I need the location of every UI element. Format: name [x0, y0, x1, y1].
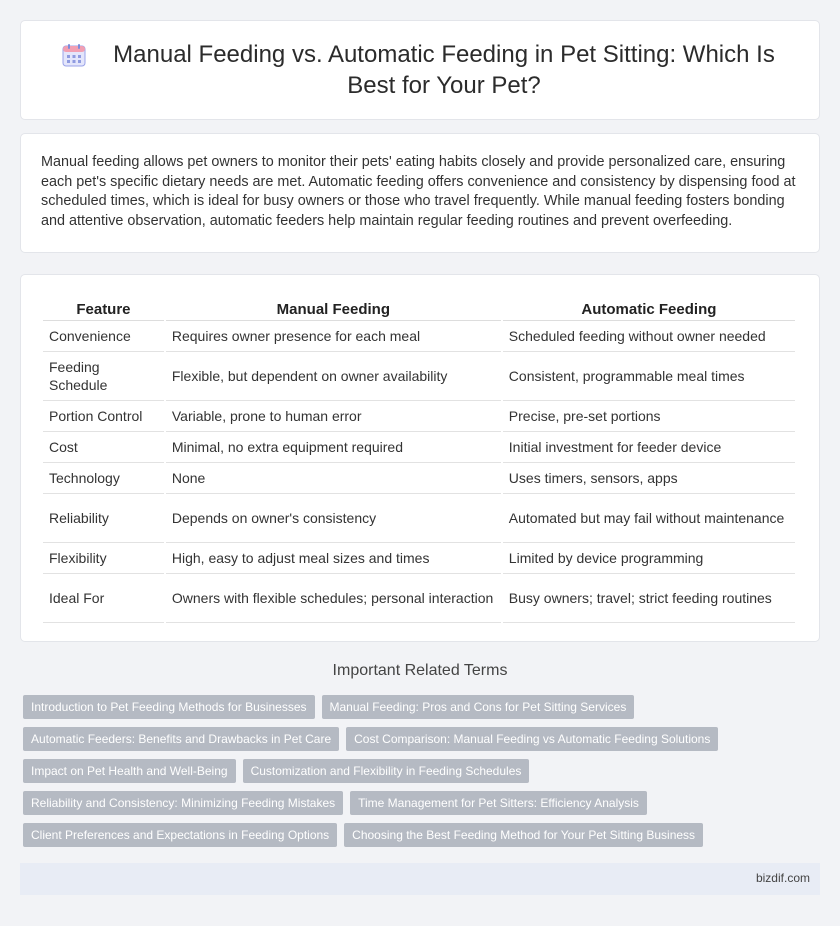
manual-cell: Depends on owner's consistency: [166, 494, 501, 543]
feature-cell: Portion Control: [43, 401, 164, 432]
related-terms-title: Important Related Terms: [332, 662, 508, 679]
table-row: [43, 494, 795, 543]
intro-paragraph: Manual feeding allows pet owners to monitor their pets' eating habits closely and provide personalized care, ensuring each pet's specific dietary needs are met. Automatic feeding offers convenience and consistency by dispensing food at scheduled times, which is ideal for busy owners or those who travel frequently. While manual feeding fosters bonding and attentive observation, automatic feeders help maintain regular feeding routines and prevent overfeeding.: [41, 154, 796, 229]
related-term-link[interactable]: Time Management for Pet Sitters: Efficiency Analysis: [350, 791, 647, 815]
related-term-link[interactable]: Introduction to Pet Feeding Methods for Businesses: [23, 695, 315, 719]
automatic-cell: Uses timers, sensors, apps: [503, 463, 795, 494]
table-row: [43, 352, 795, 401]
site-name[interactable]: bizdif.com: [755, 871, 810, 885]
feature-cell: Technology: [43, 463, 164, 494]
title-card: [20, 20, 820, 120]
related-terms-list: [23, 695, 823, 855]
table-row: [43, 401, 795, 432]
related-term-link[interactable]: Automatic Feeders: Benefits and Drawbacks in Pet Care: [23, 727, 339, 751]
header-manual-feeding: Manual Feeding: [166, 295, 501, 321]
page-title: Manual Feeding vs. Automatic Feeding in Pet Sitting: Which Is Best for Your Pet?: [113, 41, 775, 99]
related-term-link[interactable]: Reliability and Consistency: Minimizing Feeding Mistakes: [23, 791, 343, 815]
automatic-cell: Scheduled feeding without owner needed: [503, 321, 795, 352]
feature-cell: Feeding Schedule: [43, 352, 164, 401]
table-row: [43, 463, 795, 494]
header-automatic-feeding: Automatic Feeding: [503, 295, 795, 321]
feature-cell: Reliability: [43, 494, 164, 543]
related-term-link[interactable]: Client Preferences and Expectations in Feeding Options: [23, 823, 337, 847]
manual-cell: High, easy to adjust meal sizes and times: [166, 543, 501, 574]
comparison-table: [41, 295, 797, 623]
related-term-link[interactable]: Choosing the Best Feeding Method for Your Pet Sitting Business: [344, 823, 703, 847]
manual-cell: Requires owner presence for each meal: [166, 321, 501, 352]
manual-cell: None: [166, 463, 501, 494]
comparison-table-card: [20, 274, 820, 642]
footer: [20, 863, 820, 895]
automatic-cell: Busy owners; travel; strict feeding routines: [503, 574, 795, 623]
table-row: [43, 574, 795, 623]
feature-cell: Ideal For: [43, 574, 164, 623]
feature-cell: Cost: [43, 432, 164, 463]
related-term-link[interactable]: Impact on Pet Health and Well-Being: [23, 759, 236, 783]
intro-card: [20, 133, 820, 253]
automatic-cell: Consistent, programmable meal times: [503, 352, 795, 401]
related-term-link[interactable]: Customization and Flexibility in Feeding Schedules: [243, 759, 530, 783]
header-feature: Feature: [43, 295, 164, 321]
manual-cell: Minimal, no extra equipment required: [166, 432, 501, 463]
calendar-icon: [61, 42, 87, 68]
table-header-row: [43, 295, 795, 321]
manual-cell: Variable, prone to human error: [166, 401, 501, 432]
related-term-link[interactable]: Manual Feeding: Pros and Cons for Pet Sitting Services: [322, 695, 635, 719]
table-row: [43, 543, 795, 574]
related-term-link[interactable]: Cost Comparison: Manual Feeding vs Automatic Feeding Solutions: [346, 727, 718, 751]
automatic-cell: Automated but may fail without maintenance: [503, 494, 795, 543]
automatic-cell: Precise, pre-set portions: [503, 401, 795, 432]
table-row: [43, 321, 795, 352]
table-row: [43, 432, 795, 463]
automatic-cell: Initial investment for feeder device: [503, 432, 795, 463]
feature-cell: Flexibility: [43, 543, 164, 574]
manual-cell: Flexible, but dependent on owner availability: [166, 352, 501, 401]
feature-cell: Convenience: [43, 321, 164, 352]
manual-cell: Owners with flexible schedules; personal interaction: [166, 574, 501, 623]
automatic-cell: Limited by device programming: [503, 543, 795, 574]
